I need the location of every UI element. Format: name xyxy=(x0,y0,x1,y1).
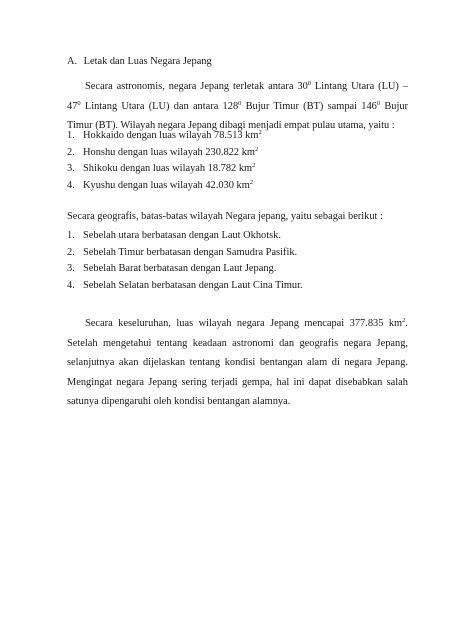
geographical-paragraph: Secara geografis, batas-batas wilayah Negara jepang, yaitu sebagai berikut : xyxy=(67,211,383,222)
island-text: Kyushu dengan luas wilayah 42.030 km xyxy=(83,179,250,191)
paragraph1-text-4: Bujur Timur (BT) sampai 146 xyxy=(241,100,377,112)
list-item xyxy=(67,228,408,245)
list-number: 2. xyxy=(67,246,75,258)
list-item xyxy=(67,145,408,162)
paragraph1-text-3: Lintang Utara (LU) dan antara 128 xyxy=(80,100,239,112)
border-text: Sebelah utara berbatasan dengan Laut Okhotsk. xyxy=(83,230,281,241)
section-title: Letak dan Luas Negara Jepang xyxy=(83,56,212,67)
list-number: 4. xyxy=(67,279,75,291)
paragraph1-text-1: Secara astronomis, negara Jepang terletak antara 30 xyxy=(85,81,308,92)
list-item xyxy=(67,261,408,278)
island-text: Honshu dengan luas wilayah 230.822 km xyxy=(83,146,255,158)
islands-list xyxy=(67,128,408,194)
summary-paragraph xyxy=(67,314,408,412)
list-item xyxy=(67,161,408,178)
degree-superscript: 0 xyxy=(376,99,381,107)
paragraph3-text-2: . Setelah mengetahui tentang keadaan astronomi dan geografis negara Jepang, selanjutnya akan dijelaskan tentang kondisi bentangan alam di negara Jepang. Mengingat negara Jepang sering terjadi gempa, hal ini dapat disebabkan salah satunya dipengaruhi oleh kondisi bentangan alamnya. xyxy=(67,318,408,407)
squared-superscript: 2 xyxy=(402,317,406,324)
squared-superscript: 2 xyxy=(252,162,256,169)
degree-superscript: 0 xyxy=(307,80,312,87)
list-item xyxy=(67,178,408,195)
list-number: 1. xyxy=(67,130,75,141)
border-text: Sebelah Selatan berbatasan dengan Laut Cina Timur. xyxy=(83,279,303,291)
degree-superscript: 0 xyxy=(77,99,81,107)
list-item xyxy=(67,128,408,145)
island-text: Shikoku dengan luas wilayah 18.782 km xyxy=(83,163,253,174)
list-number: 1. xyxy=(67,230,75,241)
border-text: Sebelah Timur berbatasan dengan Samudra Pasifik. xyxy=(83,246,298,258)
list-item xyxy=(67,245,408,262)
squared-superscript: 2 xyxy=(255,145,259,153)
paragraph1-text-5: Bujur Timur (BT). Wilayah negara Jepang dibagi menjadi empat pulau utama, yaitu : xyxy=(67,100,408,131)
section-heading xyxy=(67,55,212,69)
list-number: 2. xyxy=(67,146,75,158)
squared-superscript: 2 xyxy=(249,178,254,186)
list-number: 3. xyxy=(67,263,75,274)
list-number: 4. xyxy=(67,179,75,191)
list-item xyxy=(67,278,408,295)
degree-superscript: 0 xyxy=(238,99,242,107)
paragraph3-text-1: Secara keseluruhan, luas wilayah negara Jepang mencapai 377.835 km xyxy=(85,318,403,329)
list-number: 3. xyxy=(67,163,75,174)
section-letter: A. xyxy=(67,56,78,67)
paragraph1-text-2: Lintang Utara (LU) – 47 xyxy=(67,81,408,112)
borders-list xyxy=(67,228,408,294)
astronomical-location-paragraph xyxy=(67,77,408,136)
squared-superscript: 2 xyxy=(258,129,262,136)
border-text: Sebelah Barat berbatasan dengan Laut Jepang. xyxy=(83,263,277,274)
island-text: Hokkaido dengan luas wilayah 78.513 km xyxy=(83,130,259,141)
